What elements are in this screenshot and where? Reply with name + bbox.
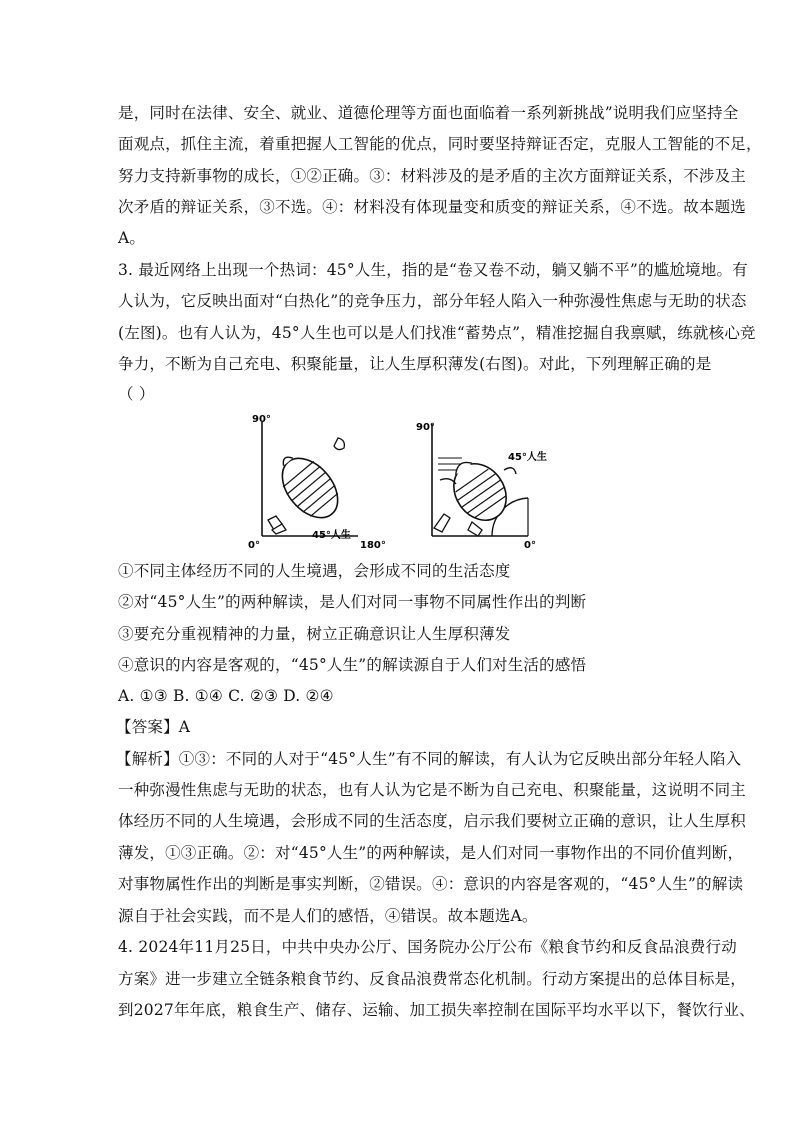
left-figure-drawing [240, 410, 390, 552]
option-line: ②对“45°人生”的两种解读，是人们对同一事物不同属性作出的判断 [118, 593, 587, 611]
paragraph1-line: 是，同时在法律、安全、就业、道德伦理等方面也面临着一系列新挑战”说明我们应坚持全 [118, 104, 739, 122]
question4-line: 到2027年年底，粮食生产、储存、运输、加工损失率控制在国际平均水平以下，餐饮行业、 [118, 1001, 755, 1019]
paragraph1-line: 次矛盾的辩证关系，③不选。④：材料没有体现量变和质变的辩证关系，④不选。故本题选 [118, 198, 747, 216]
option-line: ③要充分重视精神的力量，树立正确意识让人生厚积薄发 [118, 625, 511, 643]
analysis-line: 一种弥漫性焦虑与无助的状态，也有人认为它是不断为自己充电、积聚能量，这说明不同主 [118, 781, 747, 799]
left-axis-origin-label: 0° [248, 540, 260, 551]
paragraph1-line: 面观点，抓住主流，着重把握人工智能的优点，同时要坚持辩证否定，克服人工智能的不足， [118, 135, 762, 153]
paragraph1-line: A。 [118, 229, 146, 247]
question3-line: (左图)。也有人认为，45°人生也可以是人们找准“蓄势点”，精准挖掘自我禀赋，练就核心竞 [118, 324, 756, 342]
right-axis-top-label: 90° [416, 422, 435, 433]
analysis-line: 体经历不同的人生境遇，会形成不同的生活态度，启示我们要树立正确的意识，让人生厚积 [118, 812, 747, 830]
right-figure-drawing [410, 410, 560, 552]
option-line: ①不同主体经历不同的人生境遇，会形成不同的生活态度 [118, 562, 511, 580]
analysis-line: 薄发，①③正确。②：对“45°人生”的两种解读，是人们对同一事物作出的不同价值判断， [118, 844, 744, 862]
left-character-icon [268, 444, 349, 528]
left-figure [240, 410, 390, 552]
analysis-line: 对事物属性作出的判断是事实判断，②错误。④：意识的内容是客观的，“45°人生”的解读 [118, 875, 744, 893]
right-figure [410, 410, 560, 552]
analysis-line: 源自于社会实践，而不是人们的感悟，④错误。故本题选A。 [118, 907, 538, 925]
right-axis-right-label: 0° [524, 540, 536, 551]
right-character-icon [441, 450, 517, 530]
question3-line: 3. 最近网络上出现一个热词：45°人生，指的是“卷又卷不动，躺又躺不平”的尴尬境地。有 [118, 261, 748, 279]
analysis-line: 【解析】①③：不同的人对于“45°人生”有不同的解读，有人认为它反映出部分年轻人陷入 [116, 750, 742, 768]
question4-line: 4. 2024年11月25日，中共中央办公厅、国务院办公厅公布《粮食节约和反食品浪费行动 [118, 938, 737, 956]
question3-line: 争力，不断为自己充电、积聚能量，让人生厚积薄发(右图)。对此，下列理解正确的是 [118, 355, 712, 373]
question3-line: 人认为，它反映出面对“白热化”的竞争压力，部分年轻人陷入一种弥漫性焦虑与无助的状态 [118, 292, 747, 310]
question3-blank: （ ） [118, 385, 155, 403]
answer-line: 【答案】A [116, 718, 191, 736]
paragraph1-line: 努力支持新事物的成长，①②正确。③：材料涉及的是矛盾的主次方面辩证关系，不涉及主 [118, 167, 747, 185]
left-caption: 45°人生 [312, 530, 351, 541]
option-line: ④意识的内容是客观的，“45°人生”的解读源自于人们对生活的感悟 [118, 656, 587, 674]
question4-line: 方案》进一步建立全链条粮食节约、反食品浪费常态化机制。行动方案提出的总体目标是， [118, 970, 747, 988]
left-axis-right-label: 180° [360, 540, 386, 551]
choices-line: A. ①③ B. ①④ C. ②③ D. ②④ [118, 687, 334, 705]
right-caption: 45°人生 [508, 452, 547, 463]
left-axis-top-label: 90° [252, 414, 271, 425]
